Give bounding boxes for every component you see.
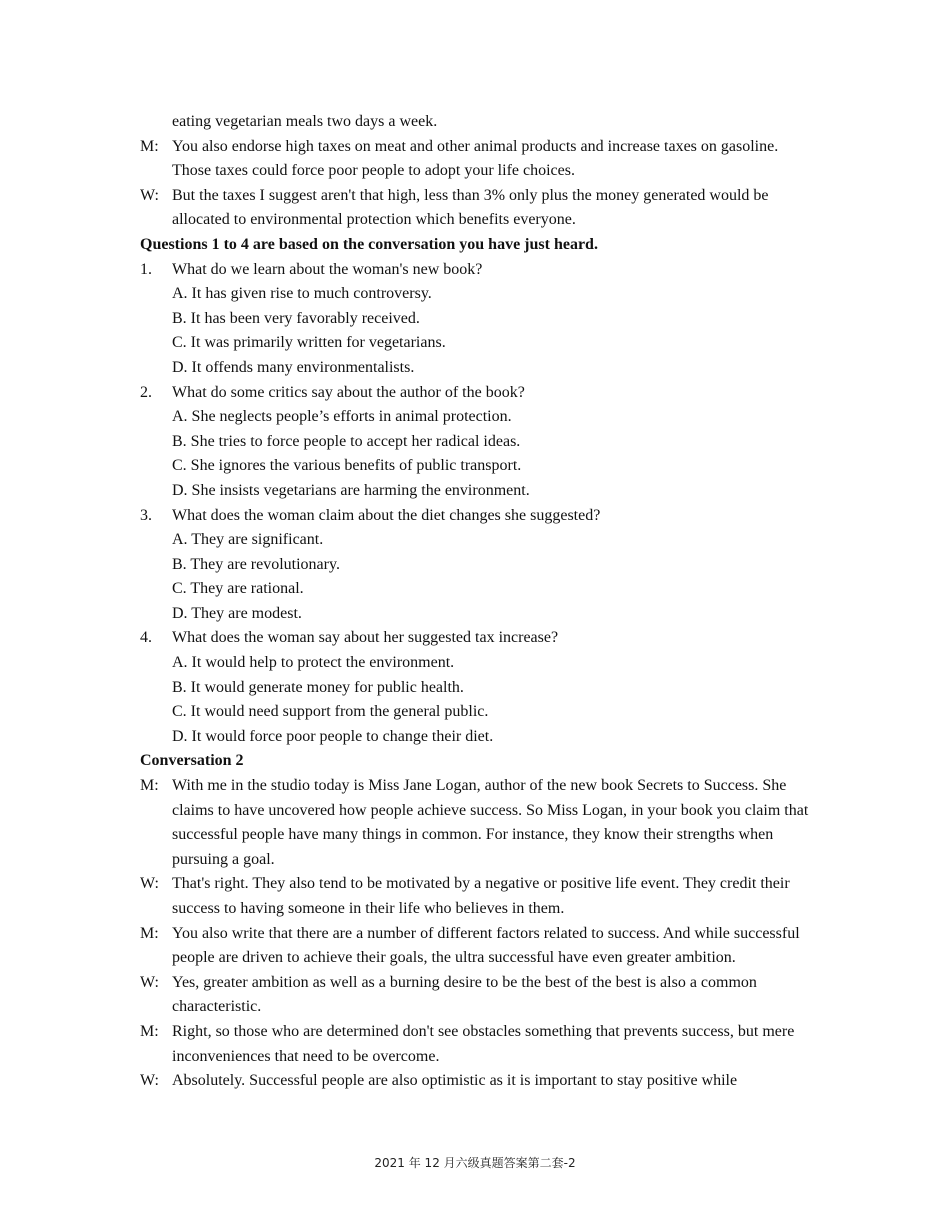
speaker-label: M:: [140, 1022, 159, 1040]
dialogue-line: [140, 971, 820, 1020]
speaker-label: W:: [140, 186, 159, 204]
dialogue-line: [140, 922, 820, 971]
option: C. They are rational.: [172, 580, 304, 598]
option: B. They are revolutionary.: [172, 555, 340, 573]
dialogue-text: You also write that there are a number of different factors related to success. And while successful people are driven to achieve their goals, the ultra successful have even greater ambition.: [172, 924, 800, 967]
option: C. She ignores the various benefits of public transport.: [172, 457, 522, 475]
speaker-label: M:: [140, 137, 159, 155]
dialogue-line: [140, 135, 820, 184]
dialogue-text: Yes, greater ambition as well as a burning desire to be the best of the best is also a common characteristic.: [172, 973, 757, 1016]
dialogue-line: [140, 774, 820, 872]
question-number: 3.: [140, 506, 152, 524]
option: B. It would generate money for public health.: [172, 678, 464, 696]
dialogue-text: That's right. They also tend to be motivated by a negative or positive life event. They credit their success to having someone in their life who believes in them.: [172, 875, 790, 917]
page-content: [140, 110, 820, 1094]
dialogue-text: Right, so those who are determined don't see obstacles something that prevents success, but mere inconveniences that need to be overcome.: [172, 1022, 795, 1065]
dialogue-line: [140, 872, 820, 921]
dialogue-text: Absolutely. Successful people are also optimistic as it is important to stay positive while: [172, 1072, 738, 1090]
question-number: 4.: [140, 629, 152, 647]
option: A. They are significant.: [172, 531, 324, 549]
dialogue-text: But the taxes I suggest aren't that high, less than 3% only plus the money generated would be allocated to environmental protection which benefits everyone.: [172, 186, 769, 229]
question-number: 1.: [140, 260, 152, 278]
question: [140, 381, 820, 406]
question: [140, 626, 820, 651]
question-text: What does the woman claim about the diet changes she suggested?: [172, 506, 601, 524]
option: B. She tries to force people to accept her radical ideas.: [172, 432, 521, 450]
option: D. It offends many environmentalists.: [172, 358, 415, 376]
option: D. It would force poor people to change their diet.: [172, 727, 494, 745]
dialogue-line: [140, 1069, 820, 1094]
continued-line: eating vegetarian meals two days a week.: [172, 113, 438, 130]
option: C. It was primarily written for vegetarians.: [172, 334, 446, 352]
option: B. It has been very favorably received.: [172, 309, 420, 327]
question-text: What does the woman say about her suggested tax increase?: [172, 629, 559, 647]
question-options: [140, 651, 820, 749]
question-options: [140, 528, 820, 626]
question: [140, 258, 820, 283]
option: A. She neglects people’s efforts in animal protection.: [172, 408, 512, 426]
question-text: What do some critics say about the author of the book?: [172, 383, 525, 401]
question-options: [140, 282, 820, 380]
dialogue-line: [140, 1020, 820, 1069]
option: C. It would need support from the general public.: [172, 703, 489, 721]
question: [140, 504, 820, 529]
dialogue-text: With me in the studio today is Miss Jane Logan, author of the new book Secrets to Success. She claims to have uncovered how people achieve success. So Miss Logan, in your book you claim that successful people have many things in common. For instance, they know their strengths when pursuing a goal.: [172, 777, 809, 868]
speaker-label: W:: [140, 875, 159, 893]
page-footer: 2021 年 12 月六级真题答案第二套-2: [374, 1156, 576, 1170]
dialogue-text: You also endorse high taxes on meat and other animal products and increase taxes on gasoline. Those taxes could force poor people to adopt your life choices.: [172, 137, 779, 180]
question-number: 2.: [140, 383, 152, 401]
option: A. It has given rise to much controversy.: [172, 285, 432, 303]
option: D. They are modest.: [172, 604, 302, 622]
option: A. It would help to protect the environment.: [172, 654, 455, 672]
questions-heading: Questions 1 to 4 are based on the conversation you have just heard.: [140, 235, 598, 253]
option: D. She insists vegetarians are harming the environment.: [172, 481, 530, 499]
speaker-label: W:: [140, 1072, 159, 1090]
speaker-label: M:: [140, 777, 159, 795]
conversation-heading: Conversation 2: [140, 752, 244, 770]
speaker-label: W:: [140, 973, 159, 991]
speaker-label: M:: [140, 924, 159, 942]
dialogue-line: [140, 184, 820, 233]
question-options: [140, 405, 820, 503]
question-text: What do we learn about the woman's new book?: [172, 260, 483, 278]
